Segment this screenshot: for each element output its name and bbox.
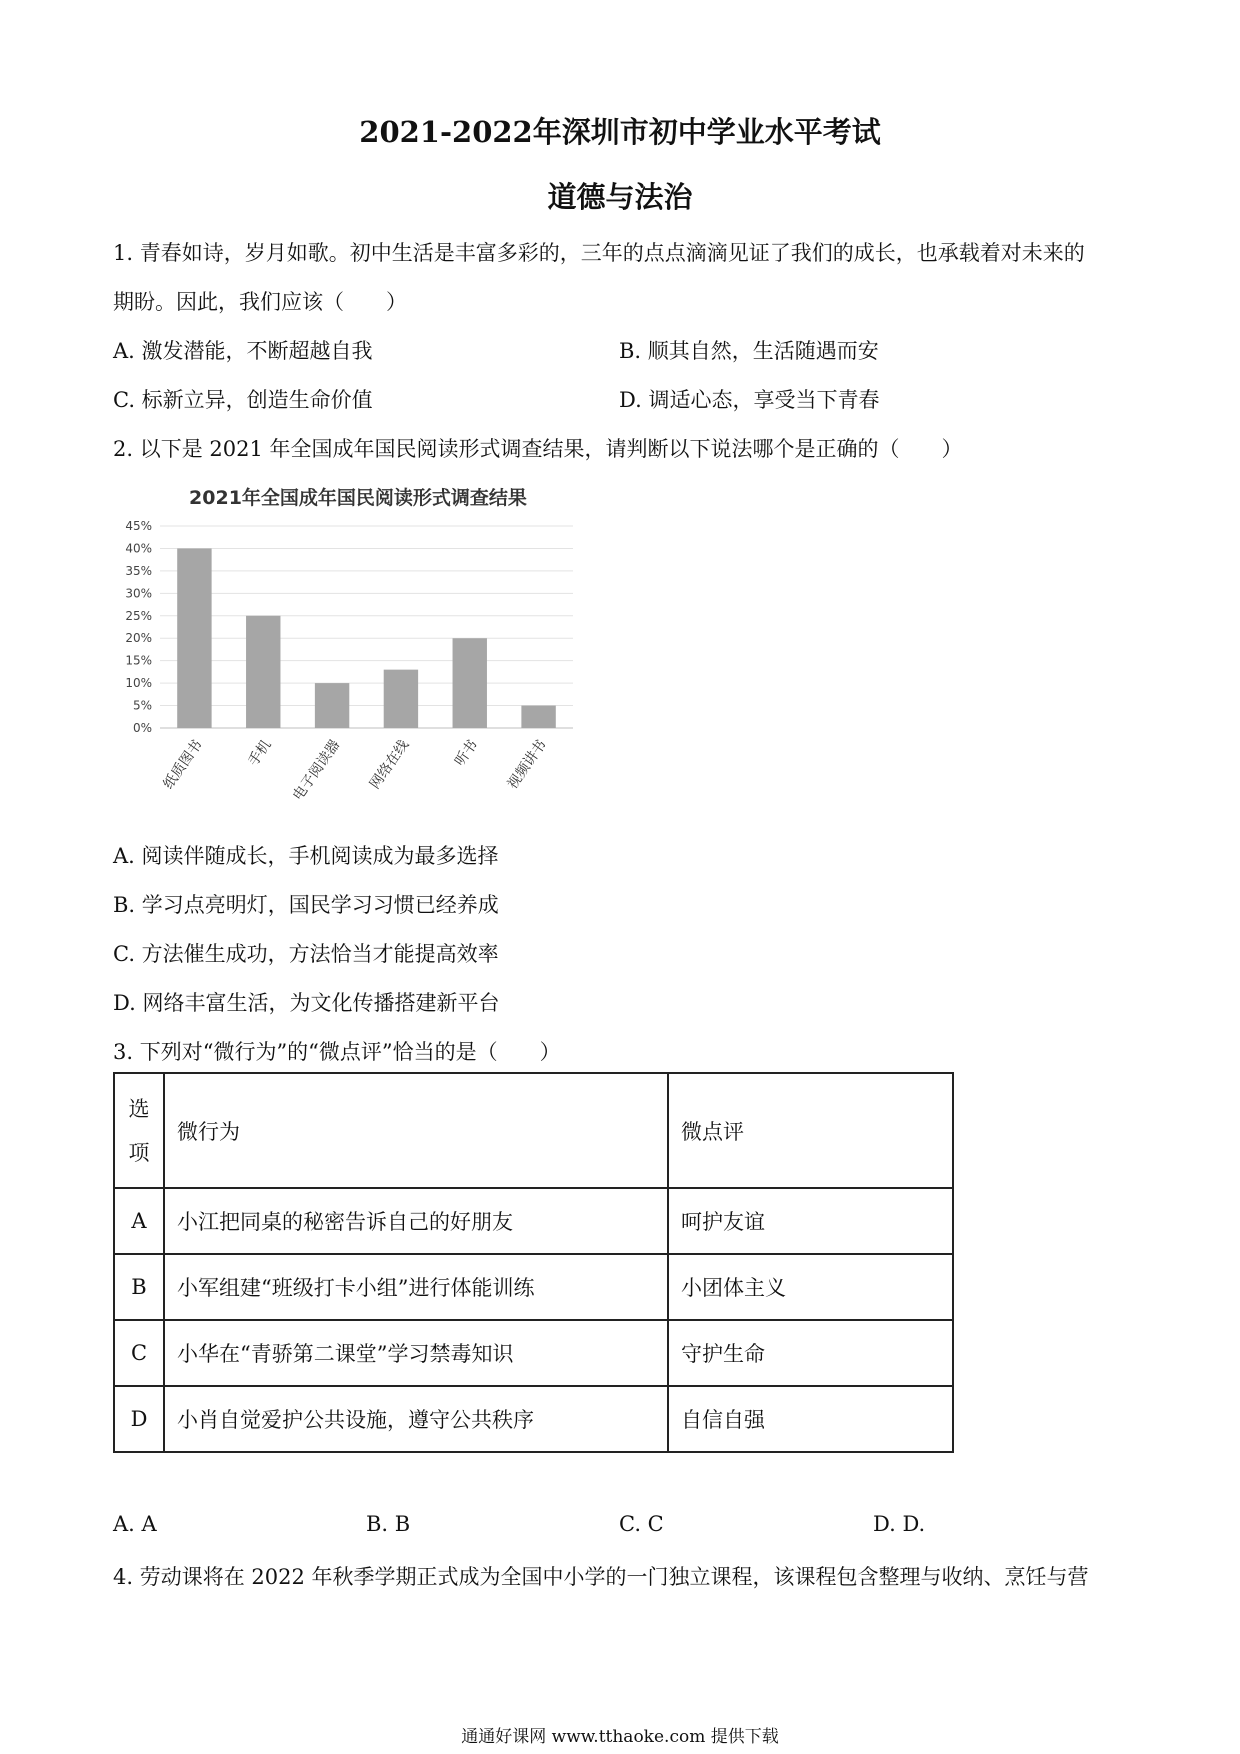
row-behavior: 小江把同桌的秘密告诉自己的好朋友 xyxy=(164,1188,668,1254)
y-tick-label: 40% xyxy=(125,541,152,556)
x-tick-label: 听书 xyxy=(451,737,482,770)
chart-x-axis xyxy=(160,737,550,804)
q4-stem-line1: 4. 劳动课将在 2022 年秋季学期正式成为全国中小学的一门独立课程，该课程包含整理与收纳、烹饪与营 xyxy=(113,1565,1089,1589)
page-title: 2021-2022年深圳市初中学业水平考试 xyxy=(359,115,881,149)
y-tick-label: 0% xyxy=(132,721,152,735)
footer-source: 通通好课网 www.tthaoke.com 提供下载 xyxy=(461,1727,779,1747)
q3-option-d[interactable]: D. D. xyxy=(873,1512,926,1536)
y-tick-label: 15% xyxy=(125,653,152,668)
bar xyxy=(521,706,555,728)
q2-option-c[interactable]: C. 方法催生成功，方法恰当才能提高效率 xyxy=(113,942,499,966)
row-comment: 小团体主义 xyxy=(668,1254,953,1320)
bar xyxy=(315,683,349,728)
row-comment: 自信自强 xyxy=(668,1386,953,1452)
q1-option-c[interactable]: C. 标新立异，创造生命价值 xyxy=(113,388,373,412)
q2-option-a[interactable]: A. 阅读伴随成长，手机阅读成为最多选择 xyxy=(113,844,499,868)
y-tick-label: 25% xyxy=(125,608,152,623)
q1-stem-line1: 1. 青春如诗，岁月如歌。初中生活是丰富多彩的，三年的点点滴滴见证了我们的成长，也承载着对未来的 xyxy=(113,241,1085,265)
table-row xyxy=(114,1386,953,1452)
bar xyxy=(384,670,418,728)
chart-title: 2021年全国成年国民阅读形式调查结果 xyxy=(189,487,527,509)
q3-option-b[interactable]: B. B xyxy=(366,1512,411,1536)
table-row xyxy=(114,1188,953,1254)
table-row xyxy=(114,1320,953,1386)
chart-gridlines xyxy=(160,526,573,728)
table-row xyxy=(114,1254,953,1320)
page-subtitle: 道德与法治 xyxy=(547,180,693,214)
header-option-bottom: 项 xyxy=(128,1140,150,1165)
header-cell-behavior: 微行为 xyxy=(164,1073,668,1188)
q2-option-d[interactable]: D. 网络丰富生活，为文化传播搭建新平台 xyxy=(113,991,500,1015)
row-option: C xyxy=(114,1320,164,1386)
x-tick-label: 视频讲书 xyxy=(504,737,550,793)
q1-option-b[interactable]: B. 顺其自然，生活随遇而安 xyxy=(619,339,879,363)
y-tick-label: 45% xyxy=(125,519,152,533)
row-behavior: 小军组建“班级打卡小组”进行体能训练 xyxy=(164,1254,668,1320)
q2-option-b[interactable]: B. 学习点亮明灯，国民学习习惯已经养成 xyxy=(113,893,499,917)
q2-stem: 2. 以下是 2021 年全国成年国民阅读形式调查结果，请判断以下说法哪个是正确的（ ） xyxy=(113,437,963,461)
q3-option-a[interactable]: A. A xyxy=(113,1512,157,1536)
row-option: D xyxy=(114,1386,164,1452)
bar xyxy=(453,638,487,728)
bar xyxy=(246,616,280,728)
y-tick-label: 35% xyxy=(125,563,152,578)
table-header-row xyxy=(114,1073,953,1188)
q1-option-a[interactable]: A. 激发潜能，不断超越自我 xyxy=(113,339,373,363)
header-option-top: 选 xyxy=(128,1096,150,1121)
x-tick-label: 电子阅读器 xyxy=(290,737,344,804)
x-tick-label: 网络在线 xyxy=(366,737,413,793)
y-tick-label: 5% xyxy=(132,698,152,713)
row-behavior: 小华在“青骄第二课堂”学习禁毒知识 xyxy=(164,1320,668,1386)
q3-stem: 3. 下列对“微行为”的“微点评”恰当的是（ ） xyxy=(113,1040,561,1064)
row-behavior: 小肖自觉爱护公共设施，遵守公共秩序 xyxy=(164,1386,668,1452)
y-tick-label: 20% xyxy=(125,631,152,646)
bar xyxy=(177,548,211,728)
row-comment: 呵护友谊 xyxy=(668,1188,953,1254)
header-cell-comment: 微点评 xyxy=(668,1073,953,1188)
x-tick-label: 手机 xyxy=(245,737,275,770)
x-tick-label: 纸质图书 xyxy=(160,737,206,793)
y-tick-label: 10% xyxy=(125,676,152,691)
row-option: A xyxy=(114,1188,164,1254)
y-tick-label: 30% xyxy=(125,586,152,601)
q3-table xyxy=(113,1072,954,1453)
chart-y-axis xyxy=(125,519,152,735)
q1-stem-line2: 期盼。因此，我们应该（ ） xyxy=(113,290,407,314)
q3-option-c[interactable]: C. C xyxy=(619,1512,664,1536)
row-option: B xyxy=(114,1254,164,1320)
header-cell-option xyxy=(114,1073,164,1188)
q1-option-d[interactable]: D. 调适心态，享受当下青春 xyxy=(619,388,880,412)
row-comment: 守护生命 xyxy=(668,1320,953,1386)
reading-survey-bar-chart xyxy=(118,478,588,818)
